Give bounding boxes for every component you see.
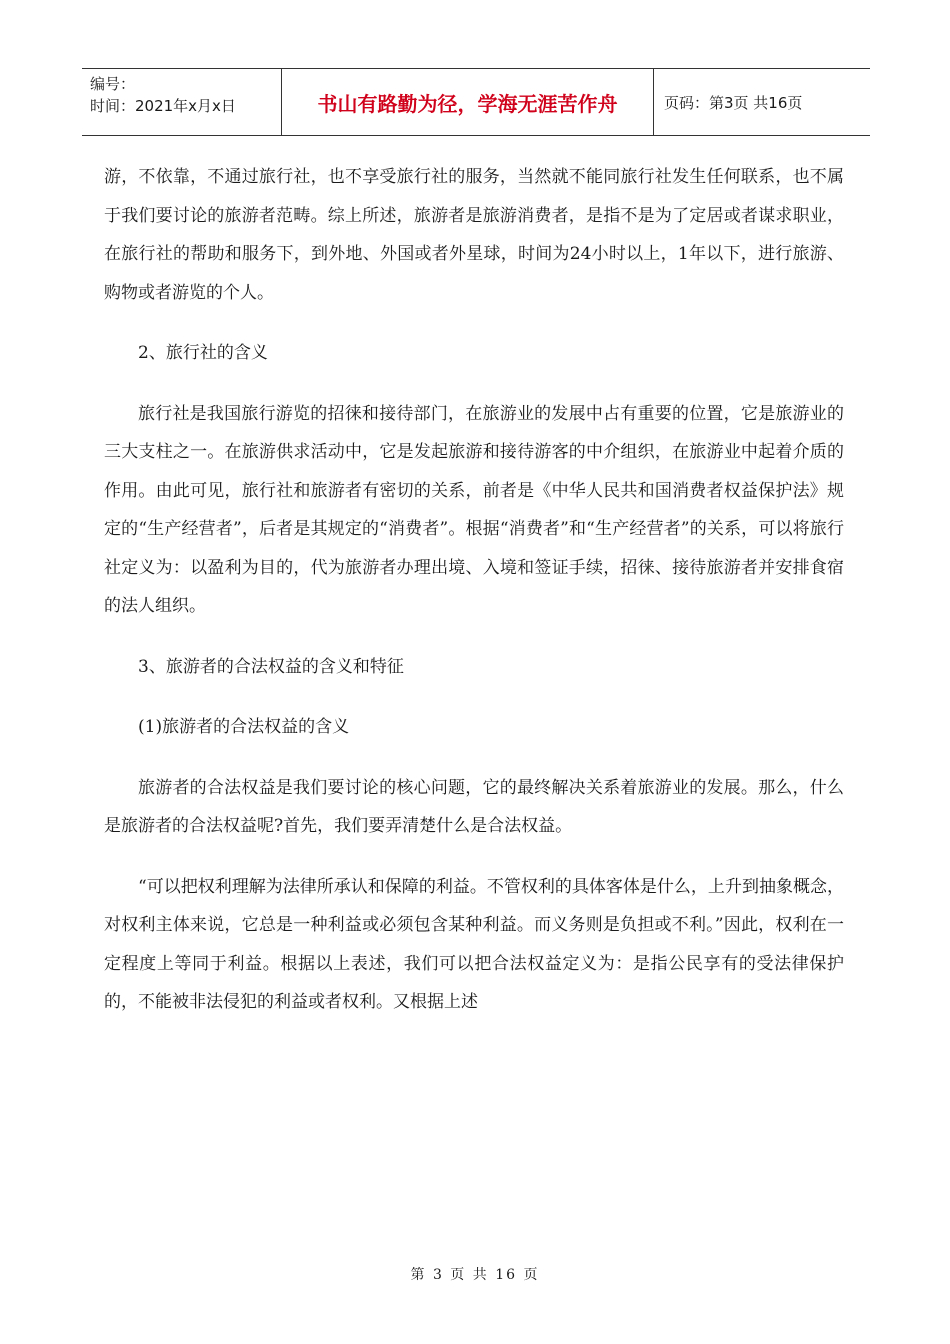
document-number-label: 编号：	[90, 75, 136, 93]
header-page-info: 页码：第3页 共16页	[664, 93, 803, 112]
paragraph-continuation: 游，不依靠，不通过旅行社，也不享受旅行社的服务，当然就不能同旅行社发生任何联系，也不属于我们要讨论的旅游者范畴。综上所述，旅游者是旅游消费者，是指不是为了定居或者谋求职业，在旅行社的帮助和服务下，到外地、外国或者外星球，时间为24小时以上，1年以下，进行旅游、购物或者游览的个人。	[104, 167, 844, 303]
paragraph-rights-definition: “可以把权利理解为法律所承认和保障的利益。不管权利的具体客体是什么，上升到抽象概念，对权利主体来说，它总是一种利益或必须包含某种利益。而义务则是负担或不利。”因此，权利在一定程度上等同于利益。根据以上表述，我们可以把合法权益定义为：是指公民享有的受法律保护的，不能被非法侵犯的利益或者权利。又根据上述	[104, 876, 844, 1012]
header-motto: 书山有路勤为径，学海无涯苦作舟	[282, 69, 654, 135]
section-heading-travel-agency: 2、旅行社的含义	[138, 343, 268, 363]
document-body	[104, 158, 844, 1044]
page-header	[82, 68, 870, 136]
paragraph-travel-agency-definition: 旅行社是我国旅行游览的招徕和接待部门，在旅游业的发展中占有重要的位置，它是旅游业的三大支柱之一。在旅游供求活动中，它是发起旅游和接待游客的中介组织，在旅游业中起着介质的作用。由此可见，旅行社和旅游者有密切的关系，前者是《中华人民共和国消费者权益保护法》规定的“生产经营者”，后者是其规定的“消费者”。根据“消费者”和“生产经营者”的关系，可以将旅行社定义为：以盈利为目的，代为旅游者办理出境、入境和签证手续，招徕、接待旅游者并安排食宿的法人组织。	[104, 403, 844, 616]
subsection-heading-legal-rights-meaning: (1)旅游者的合法权益的含义	[138, 717, 350, 737]
section-heading-legal-rights: 3、旅游者的合法权益的含义和特征	[138, 656, 404, 677]
page-footer: 第 3 页 共 16 页	[410, 1267, 540, 1283]
document-time-label: 时间：2021年x月x日	[90, 97, 236, 115]
paragraph-core-issue: 旅游者的合法权益是我们要讨论的核心问题，它的最终解决关系着旅游业的发展。那么，什么是旅游者的合法权益呢?首先，我们要弄清楚什么是合法权益。	[104, 777, 844, 836]
header-meta	[82, 69, 282, 135]
